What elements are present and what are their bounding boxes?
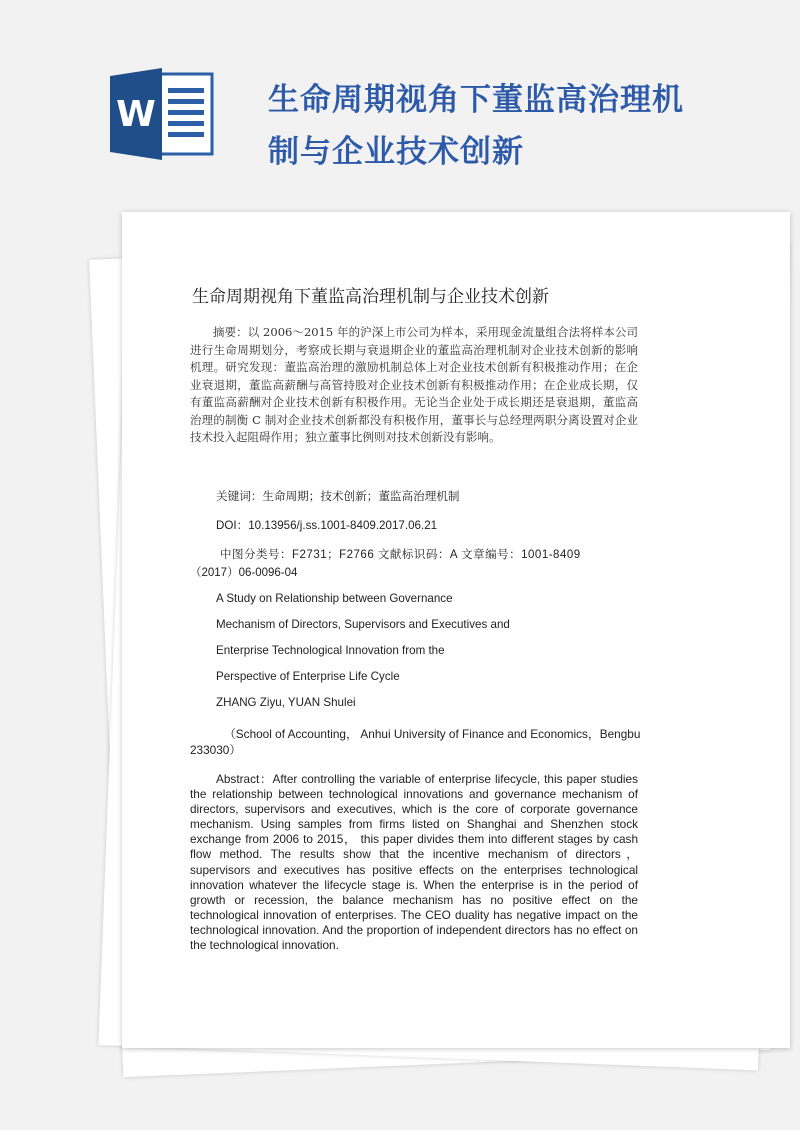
- classification-line-2: （2017）06-0096-04: [190, 567, 298, 579]
- keywords: 关键词：生命周期；技术创新；董监高治理机制: [216, 489, 460, 503]
- abstract-english: Abstract：After controlling the variable of enterprise lifecycle, this paper studies the relationship between technological innovations and governance mechanism of directors, supervisors and executives, which is the core of corporate governance mechanism. Using samples from firms listed on Shanghai and Shenzhen stock exchange from 2006 to 2015， this paper divides them into different stages by cash flow method. The results show that the incentive mechanism of directors， supervisors and executives has positive effects on the enterprises technological innovation whatever the lifecycle stage is. When the enterprise is in the period of growth or recession, the balance mechanism has no positive effect on the technological innovation of enterprises. The CEO duality has negative impact on the technological innovation. And the proportion of independent directors has no effect on the technological innovation.: [190, 772, 638, 953]
- abstract-chinese: 摘要：以 2006～2015 年的沪深上市公司为样本，采用现金流量组合法将样本公司进行生命周期划分，考察成长期与衰退期企业的董监高治理机制对企业技术创新的影响机理。研究发现：董监高治理的激励机制总体上对企业技术创新有积极推动作用；在企业衰退期，董监高薪酬与高管持股对企业技术创新有积极推动作用；在企业成长期，仅有董监高薪酬对企业技术创新有积极作用。无论当企业处于成长期还是衰退期，董监高治理的制衡 C 制对企业技术创新都没有积极作用，董事长与总经理两职分离设置对企业技术投入起阻碍作用；独立董事比例则对技术创新没有影响。: [190, 325, 638, 444]
- classification-line-1: 中图分类号：F2731；F2766 文献标识码：A 文章编号：1001-8409: [220, 549, 581, 561]
- document-title-line-2: 制与企业技术创新: [268, 134, 524, 170]
- authors: ZHANG Ziyu, YUAN Shulei: [216, 696, 356, 709]
- english-title-line-3: Enterprise Technological Innovation from the: [216, 644, 445, 657]
- english-title-line-4: Perspective of Enterprise Life Cycle: [216, 670, 400, 683]
- document-title: [268, 74, 768, 178]
- english-title-line-1: A Study on Relationship between Governance: [216, 592, 453, 605]
- document-page: [122, 212, 790, 1048]
- english-title-line-2: Mechanism of Directors, Supervisors and Executives and: [216, 618, 510, 631]
- word-document-icon: [110, 68, 214, 160]
- document-title-line-1: 生命周期视角下董监高治理机: [268, 82, 684, 118]
- paper-title: 生命周期视角下董监高治理机制与企业技术创新: [192, 287, 549, 307]
- affiliation: （School of Accounting， Anhui University of Finance and Economics，Bengbu 233030）: [190, 727, 641, 757]
- doi: DOI：10.13956/j.ss.1001-8409.2017.06.21: [216, 519, 438, 532]
- logo-letter: W: [116, 94, 156, 135]
- classification-info: [190, 546, 646, 582]
